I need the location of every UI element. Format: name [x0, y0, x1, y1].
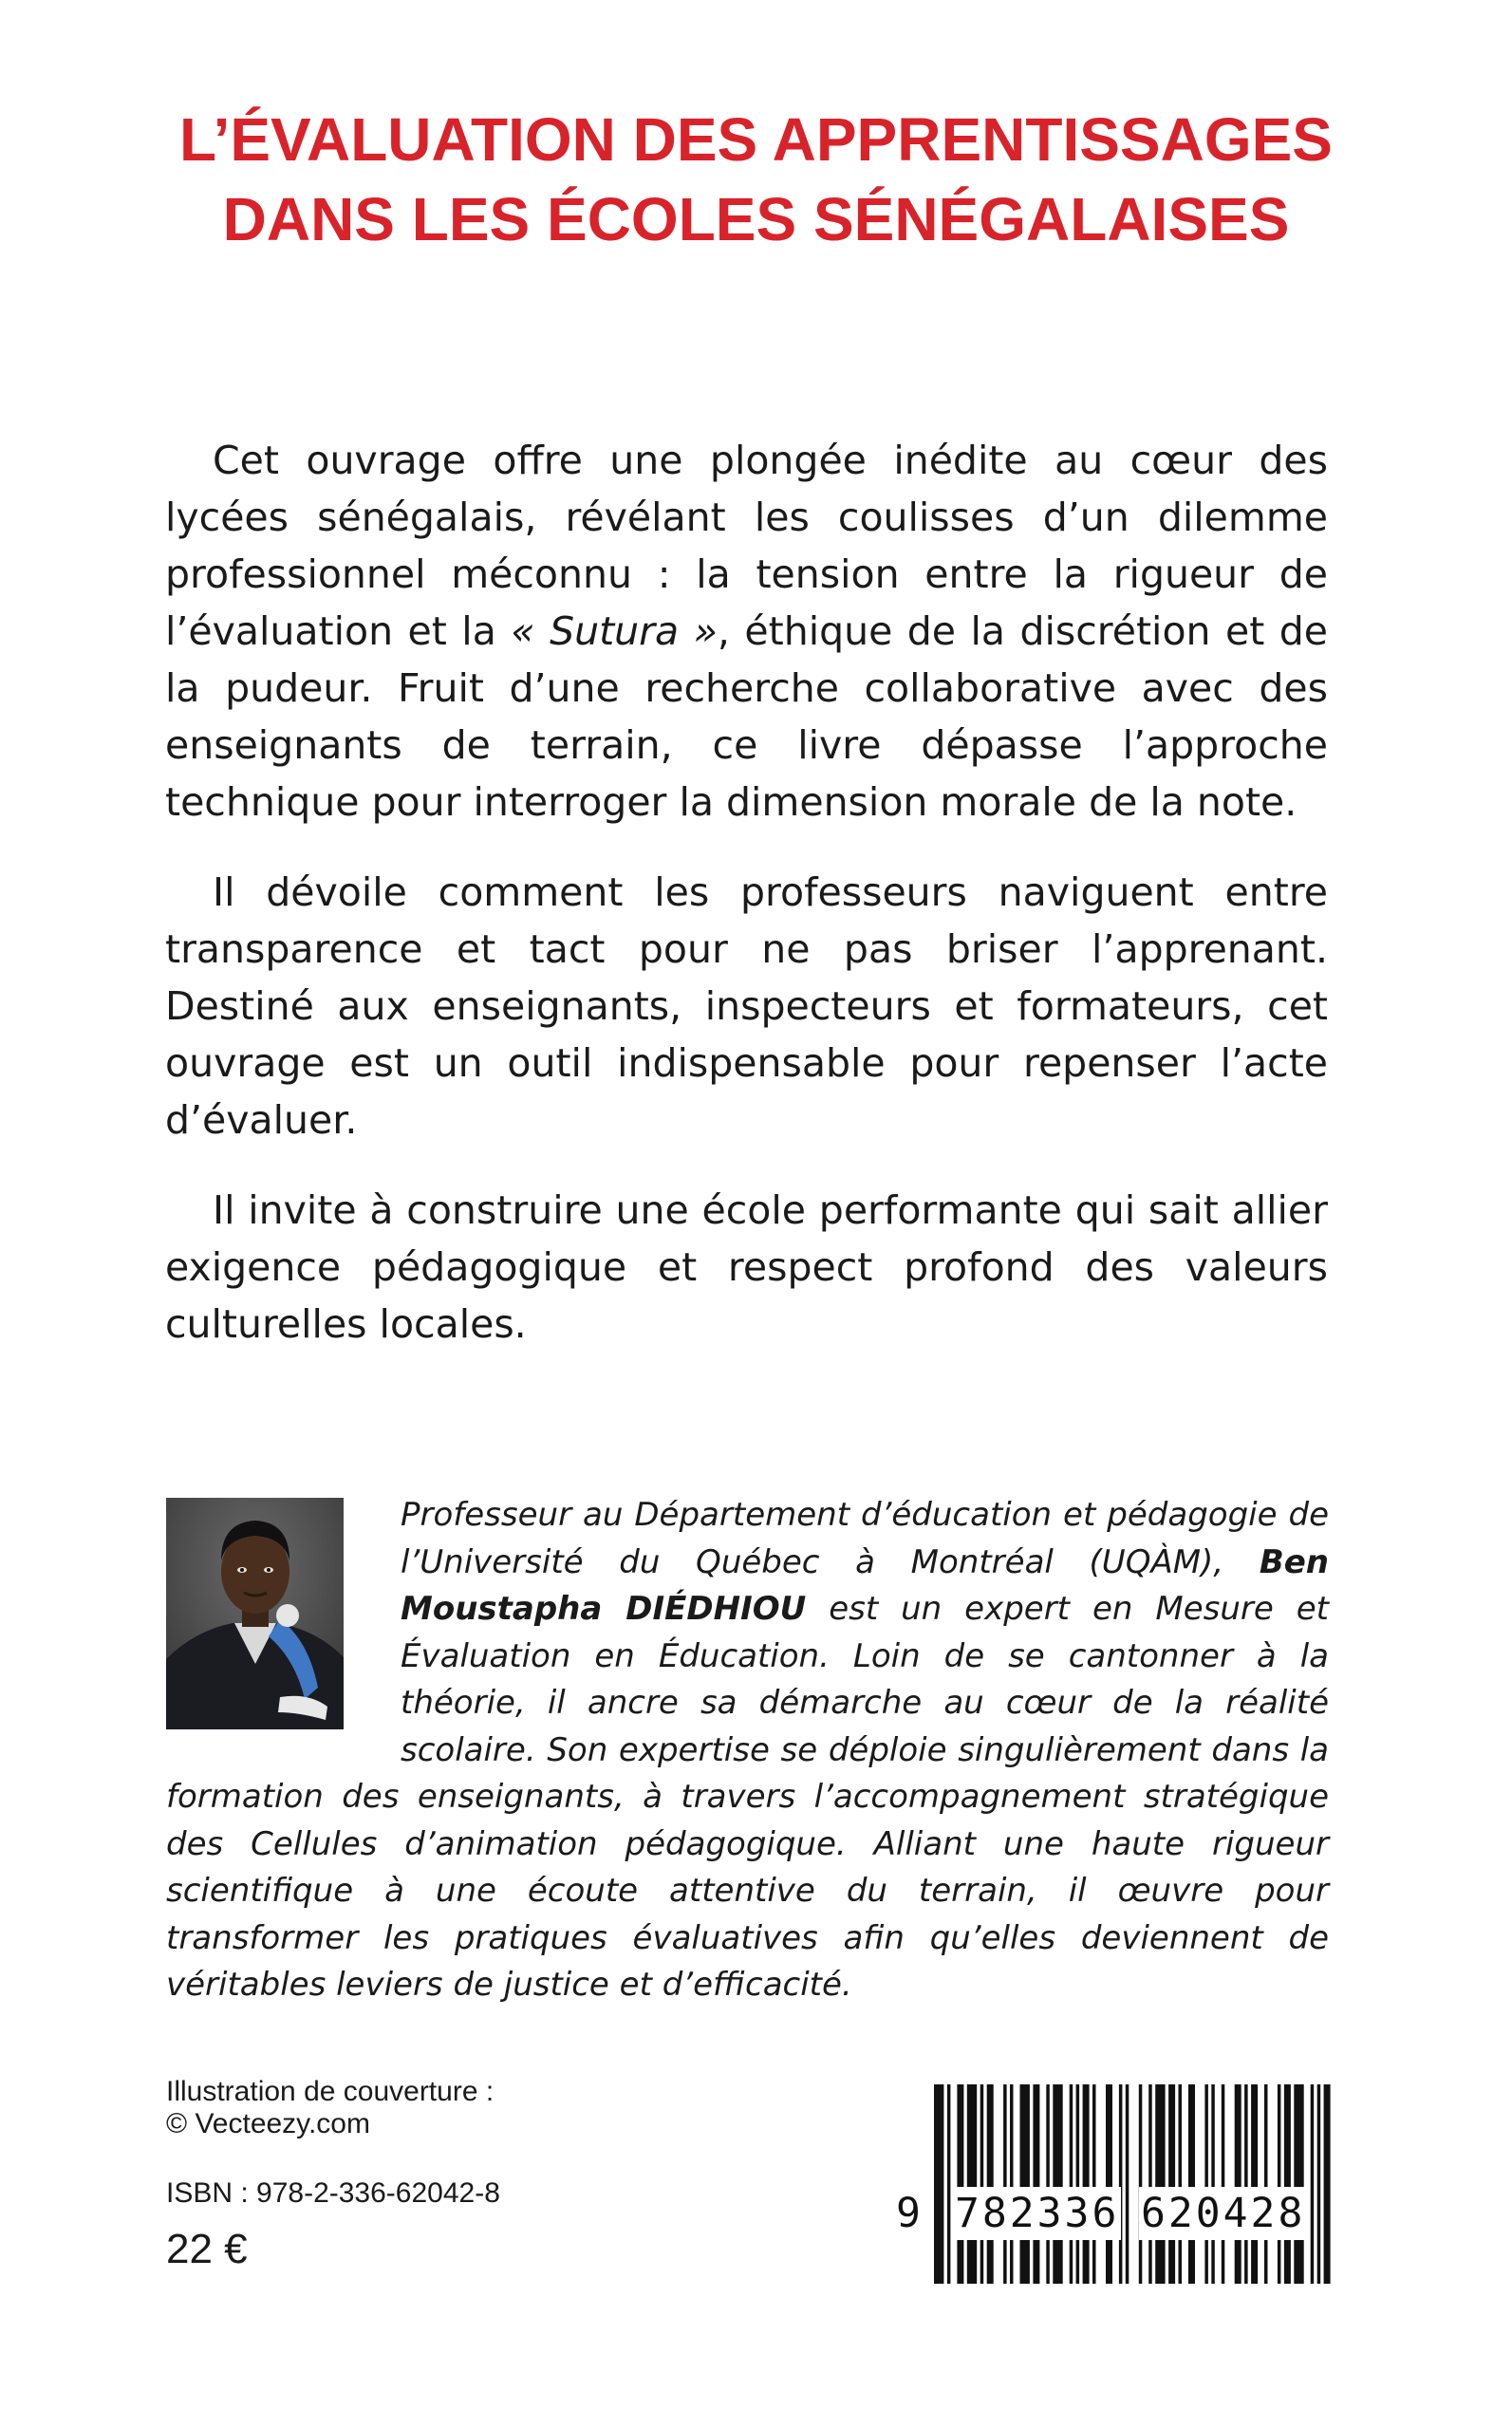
book-title — [0, 100, 1512, 259]
credit-line-1: Illustration de couverture : — [166, 2076, 495, 2107]
barcode-bar — [1126, 2084, 1129, 2284]
barcode-bar — [1020, 2084, 1030, 2284]
barcode-bar — [1311, 2084, 1315, 2284]
barcode-bar — [1076, 2084, 1080, 2284]
barcode-bar — [1235, 2084, 1241, 2284]
author-name: Ben Moustapha DIÉDHIOU — [401, 1542, 1329, 1628]
blurb-paragraph-2: Il dévoile comment les professeurs naviguent entre transparence et tact pour ne pas briser l’apprenant. Destiné aux enseignants, inspecteurs et formateurs, cet ouvrage est un outil indispensable pour repenser l’acte d’évaluer. — [165, 869, 1328, 1143]
barcode-bar — [987, 2084, 994, 2284]
back-cover-blurb — [165, 432, 1328, 1386]
barcode-bar — [967, 2084, 977, 2284]
barcode-bar — [1244, 2084, 1248, 2284]
barcode-bar — [980, 2084, 984, 2284]
isbn-text: ISBN : 978-2-336-62042-8 — [166, 2177, 500, 2209]
barcode-bar — [947, 2084, 951, 2284]
barcode-bar — [1204, 2084, 1208, 2284]
credit-line-2: © Vecteezy.com — [166, 2108, 370, 2139]
barcode-digits — [896, 2187, 1334, 2240]
title-line-2: DANS LES ÉCOLES SÉNÉGALAISES — [222, 185, 1290, 253]
barcode-bar — [1294, 2084, 1303, 2284]
price-text: 22 € — [166, 2226, 248, 2272]
barcode-bar — [1168, 2084, 1175, 2284]
barcode-bar — [1139, 2084, 1143, 2284]
barcode-bar — [1119, 2084, 1123, 2284]
author-bio: Professeur au Département d’éducation et pédagogie de l’Université du Québec à Montréal (UQÀM), Ben Moustapha DIÉDHIOU est un expert en Mesure et Évaluation en Éducation. Loin de se cantonner à la théorie, il ancre sa démarche au cœur de la réalité scolaire. Son expertise se déploie singulièrement dans la formation des enseignants, à travers l’accompagnement stratégique des Cellules d’animation pédagogique. Alliant une haute rigueur scientifique à une écoute attentive du terrain, il œuvre pour transformer les pratiques évaluatives afin qu’elles deviennent de véritables leviers de justice et d’efficacité. — [166, 1492, 1329, 2009]
cover-illustration-credit — [166, 2076, 494, 2140]
barcode-bar — [1317, 2084, 1321, 2284]
barcode-icon — [930, 2084, 1334, 2284]
barcode-bar — [1278, 2084, 1281, 2284]
barcode-bar — [1092, 2084, 1096, 2284]
barcode-bar — [1010, 2084, 1014, 2284]
barcode-bar — [1033, 2084, 1039, 2284]
barcode-bar — [934, 2084, 943, 2284]
blurb-paragraph-1: Cet ouvrage offre une plongée inédite au cœur des lycées sénégalais, révélant les coulisses d’un dilemme professionnel méconnu : la tension entre la rigueur de l’évaluation et la « Sutura », éthique de la discrétion et de la pudeur. Fruit d’une recherche collaborative avec des enseignants de terrain, ce livre dépasse l’approche technique pour interroger la dimension morale de la note. — [165, 438, 1328, 825]
barcode-bar — [1251, 2084, 1258, 2284]
barcode-bar — [1211, 2084, 1215, 2284]
barcode-digit-first: 9 — [894, 2187, 923, 2240]
barcode-bar — [1222, 2084, 1225, 2284]
barcode-bar — [1003, 2084, 1007, 2284]
barcode-bar — [1148, 2084, 1152, 2284]
barcode-group-left: 782336 — [953, 2187, 1121, 2240]
barcode-bar — [1053, 2084, 1062, 2284]
barcode-bar — [1155, 2084, 1165, 2284]
barcode-bar — [1106, 2084, 1112, 2284]
barcode-bar — [1179, 2084, 1183, 2284]
barcode-bar — [1264, 2084, 1268, 2284]
photo-spacer — [166, 1492, 401, 1769]
barcode-bar — [1083, 2084, 1090, 2284]
barcode-bar — [1046, 2084, 1050, 2284]
barcode-bar — [1284, 2084, 1291, 2284]
barcode-bar — [957, 2084, 963, 2284]
barcode-group-right: 620428 — [1139, 2187, 1307, 2240]
blurb-paragraph-3: Il invite à construire une école performante qui sait allier exigence pédagogique et respect profond des valeurs culturelles locales. — [165, 1187, 1328, 1347]
sutura-term: « Sutura » — [511, 608, 718, 654]
barcode-bar — [1188, 2084, 1195, 2284]
barcode-bar — [1070, 2084, 1073, 2284]
barcode-bar — [1324, 2084, 1331, 2284]
title-line-1: L’ÉVALUATION DES APPRENTISSAGES — [179, 105, 1333, 174]
